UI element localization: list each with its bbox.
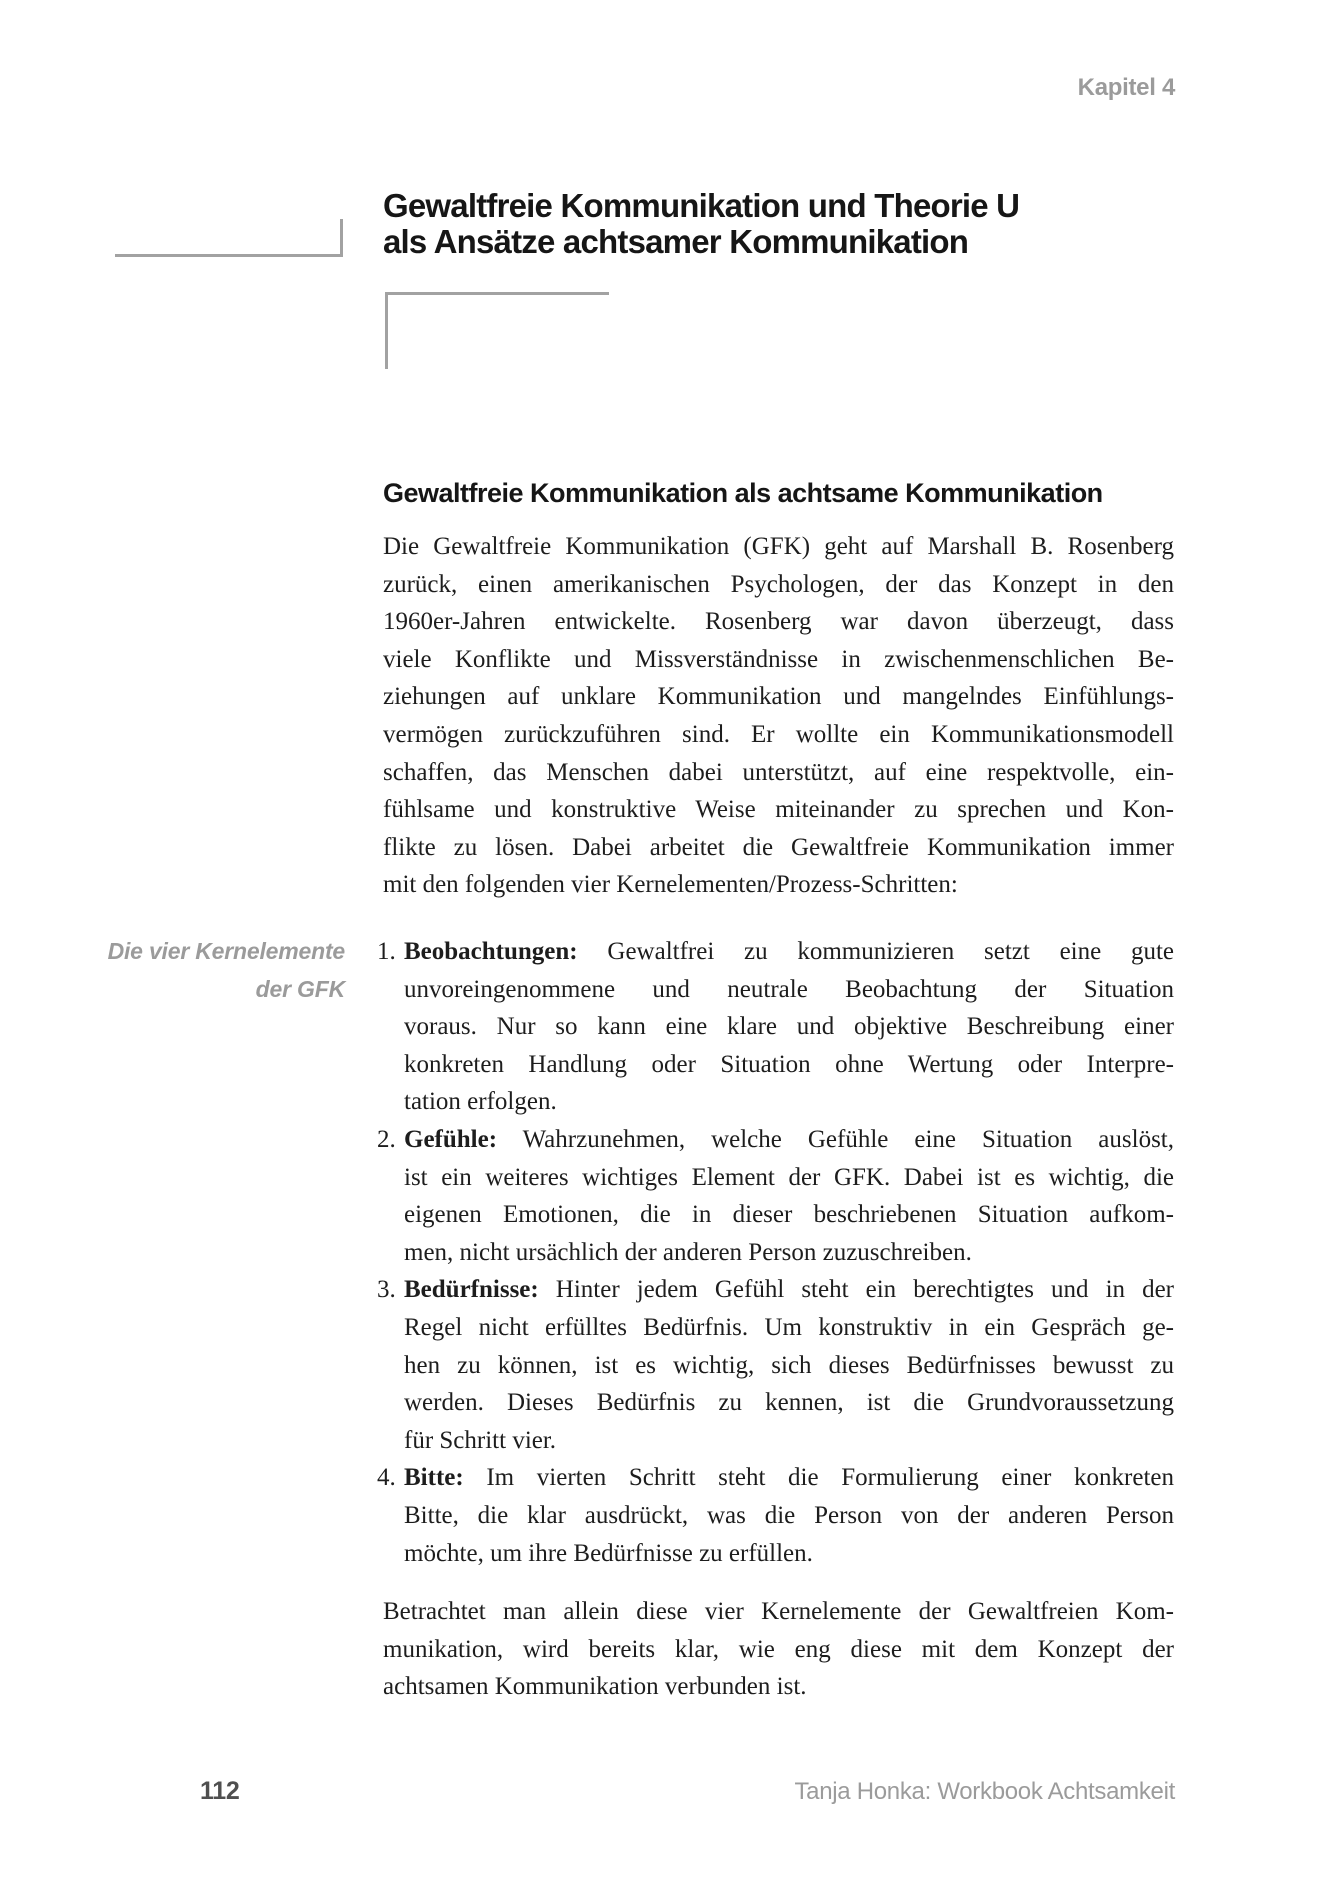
decorative-rule-left-horizontal bbox=[115, 254, 343, 257]
margin-note bbox=[95, 932, 345, 1008]
list-item bbox=[377, 1271, 1174, 1459]
text-line: fühlsame und konstruktive Weise miteinander zu sprechen und Kon- bbox=[383, 796, 1174, 824]
text-line: vermögen zurückzuführen sind. Er wollte ein Kommunikationsmodell bbox=[383, 720, 1174, 748]
text-line: unvoreingenommene und neutrale Beobachtung der Situation bbox=[404, 975, 1174, 1003]
text-line: für Schritt vier. bbox=[404, 1426, 557, 1454]
text-line: 1960er-Jahren entwickelte. Rosenberg war davon überzeugt, dass bbox=[383, 608, 1174, 636]
text-line: Bedürfnisse: Hinter jedem Gefühl steht ein berechtigtes und in der bbox=[404, 1276, 1174, 1304]
text-line: men, nicht ursächlich der anderen Person zuzuschreiben. bbox=[404, 1238, 972, 1266]
text-line: Regel nicht erfülltes Bedürfnis. Um konstruktiv in ein Gespräch ge- bbox=[404, 1313, 1174, 1341]
text-line: Bitte: Im vierten Schritt steht die Formulierung einer konkreten bbox=[404, 1464, 1174, 1492]
text-line: flikte zu lösen. Dabei arbeitet die Gewaltfreie Kommunikation immer bbox=[383, 833, 1174, 861]
running-foot-book-title: Tanja Honka: Workbook Achtsamkeit bbox=[794, 1778, 1175, 1805]
chapter-title-line-2: als Ansätze achtsamer Kommunikation bbox=[383, 223, 969, 260]
text-line: Beobachtungen: Gewaltfrei zu kommunizieren setzt eine gute bbox=[404, 938, 1174, 965]
text-line: zurück, einen amerikanischen Psychologen, der das Konzept in den bbox=[383, 570, 1174, 598]
list-item-text bbox=[404, 1459, 1174, 1572]
text-line: hen zu können, ist es wichtig, sich dieses Bedürfnisses bewusst zu bbox=[404, 1351, 1174, 1379]
text-line: tation erfolgen. bbox=[404, 1088, 557, 1116]
text-line: munikation, wird bereits klar, wie eng diese mit dem Konzept der bbox=[383, 1635, 1174, 1663]
text-line: achtsamen Kommunikation verbunden ist. bbox=[383, 1673, 807, 1701]
closing-paragraph bbox=[383, 1593, 1174, 1706]
text-line: Bitte, die klar ausdrückt, was die Person von der anderen Person bbox=[404, 1501, 1174, 1529]
list-item-number: 3. bbox=[377, 1276, 396, 1304]
page-number: 112 bbox=[200, 1777, 240, 1805]
list-item-number: 1. bbox=[377, 938, 396, 965]
text-line: Betrachtet man allein diese vier Kernelemente der Gewaltfreien Kom- bbox=[383, 1598, 1174, 1625]
section-heading: Gewaltfreie Kommunikation als achtsame Kommunikation bbox=[383, 478, 1103, 508]
text-line: ist ein weiteres wichtiges Element der GFK. Dabei ist es wichtig, die bbox=[404, 1163, 1174, 1191]
text-line: voraus. Nur so kann eine klare und objektive Beschreibung einer bbox=[404, 1013, 1174, 1041]
chapter-title bbox=[383, 188, 1183, 260]
list-item bbox=[377, 933, 1174, 1121]
text-line: schaffen, das Menschen dabei unterstützt, auf eine respektvolle, ein- bbox=[383, 758, 1174, 786]
text-line: möchte, um ihre Bedürfnisse zu erfüllen. bbox=[404, 1539, 813, 1567]
text-line: mit den folgenden vier Kernelementen/Prozess-Schritten: bbox=[383, 871, 958, 899]
text-line: Die vier Kernelemente bbox=[107, 938, 345, 964]
list-item bbox=[377, 1459, 1174, 1572]
list-item-number: 2. bbox=[377, 1125, 396, 1153]
list-item-text bbox=[404, 1121, 1174, 1271]
decorative-rule-left-vertical bbox=[340, 219, 343, 257]
list-item-text bbox=[404, 1271, 1174, 1459]
text-line: viele Konflikte und Missverständnisse in zwischenmenschlichen Be- bbox=[383, 645, 1174, 673]
text-line: Die Gewaltfreie Kommunikation (GFK) geht auf Marshall B. Rosenberg bbox=[383, 533, 1174, 560]
text-line: konkreten Handlung oder Situation ohne Wertung oder Interpre- bbox=[404, 1050, 1174, 1078]
intro-paragraph bbox=[383, 528, 1174, 904]
text-line: ziehungen auf unklare Kommunikation und mangelndes Einfühlungs- bbox=[383, 683, 1174, 711]
numbered-list bbox=[377, 933, 1174, 1572]
decorative-rule-below-title-horizontal bbox=[385, 292, 609, 295]
list-item bbox=[377, 1121, 1174, 1271]
text-line: der GFK bbox=[255, 976, 345, 1002]
text-line: werden. Dieses Bedürfnis zu kennen, ist die Grundvoraussetzung bbox=[404, 1389, 1174, 1417]
text-line: Gefühle: Wahrzunehmen, welche Gefühle eine Situation auslöst, bbox=[404, 1125, 1174, 1153]
decorative-rule-below-title-vertical bbox=[385, 292, 388, 369]
chapter-title-line-1: Gewaltfreie Kommunikation und Theorie U bbox=[383, 187, 1020, 224]
list-item-text bbox=[404, 933, 1174, 1121]
running-head-chapter-label: Kapitel 4 bbox=[1077, 74, 1175, 101]
list-item-number: 4. bbox=[377, 1464, 396, 1492]
text-line: eigenen Emotionen, die in dieser beschriebenen Situation aufkom- bbox=[404, 1201, 1174, 1229]
